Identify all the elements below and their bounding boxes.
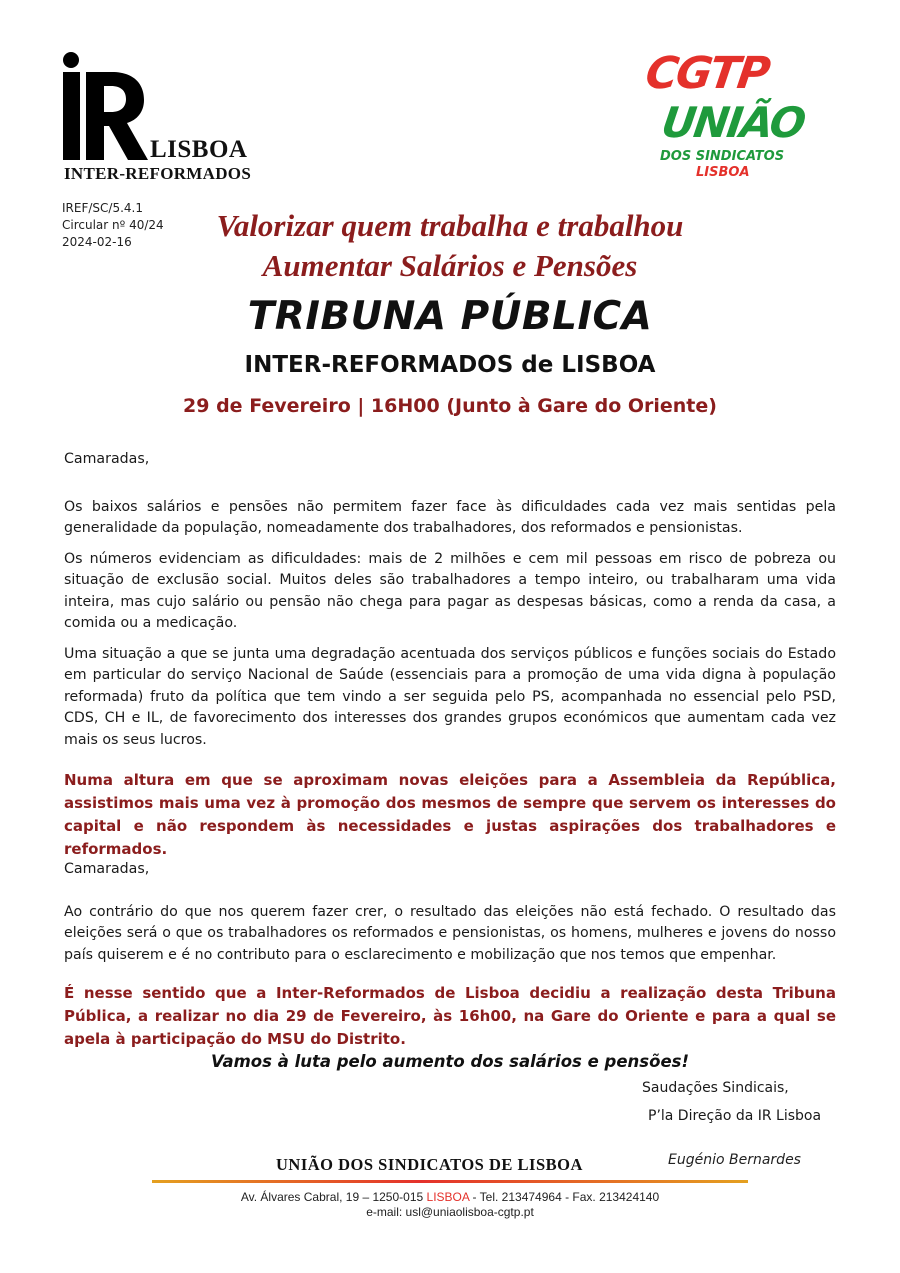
footer-email: e-mail: usl@uniaolisboa-cgtp.pt [366,1205,534,1219]
highlight-paragraph-2: É nesse sentido que a Inter-Reformados de Lisboa decidiu a realização desta Tribuna Pública, a realizar no dia 29 de Fevereiro, às 16h00, na Gare do Oriente e para a qual se apela à participação do MSU do Distrito. [64,984,836,1048]
ir-lisboa-logo [60,52,260,187]
paragraph-3: Uma situação a que se junta uma degradação acentuada dos serviços públicos e funções sociais do Estado em particular do serviço Nacional de Saúde (essenciais para a promoção de uma vida digna à população reformada) fruto da política que tem vindo a ser seguida pelo PS, acompanhada no essencial pelo PSD, CDS, CH e IL, de favorecimento dos interesses dos grandes grupos económicos que aumentam cada vez mais os seus lucros. [64,646,836,748]
cgtp-logo-city: LISBOA [696,165,750,180]
reference-circular: Circular nº 40/24 [62,218,164,232]
subheadline: INTER-REFORMADOS de LISBOA [244,352,656,378]
ir-logo-mark [60,52,150,160]
address-city: LISBOA [426,1190,470,1204]
footer-address-line [0,1190,900,1205]
cgtp-logo-line: DOS SINDICATOS [660,149,785,164]
paragraph-4: Ao contrário do que nos querem fazer crer, o resultado das eleições não está fechado. O resultado das eleições será o que os trabalhadores os reformados e pensionistas, os homens, mulheres e jovens do nosso país quiserem e é no contributo para o esclarecimento e mobilização que nos temos que empenhar. [64,904,836,963]
greeting-1: Camaradas, [64,451,150,467]
paragraph-1: Os baixos salários e pensões não permitem fazer face às dificuldades cada vez mais sentidas pela generalidade da população, nomeadamente dos trabalhadores, dos reformados e pensionistas. [64,499,836,537]
cgtp-logo [640,48,808,188]
ir-logo-city: LISBOA [150,136,248,163]
footer-org-name: UNIÃO DOS SINDICATOS DE LISBOA [276,1155,583,1174]
footer-divider [152,1180,748,1183]
paragraph-2: Os números evidenciam as dificuldades: mais de 2 milhões e cem mil pessoas em risco de pobreza ou situação de exclusão social. Muitos deles são trabalhadores a tempo inteiro, ou trabalharam uma vida inteira, mas cujo salário ou pensão não chega para pagar as despesas básicas, como a renda da casa, a comida ou a medicação. [64,551,836,632]
signature: Eugénio Bernardes [668,1152,801,1168]
closing-signed-for: P’la Direção da IR Lisboa [648,1108,822,1124]
page-title: TRIBUNA PÚBLICA [247,294,653,339]
reference-code: IREF/SC/5.4.1 [62,201,143,215]
slogan-line-1: Valorizar quem trabalha e trabalhou [216,208,684,243]
address-phone-fax: - Tel. 213474964 - Fax. 213424140 [469,1190,660,1204]
address-street: Av. Álvares Cabral, 19 – 1250-015 [240,1190,427,1204]
greeting-2: Camaradas, [64,861,150,877]
event-details: 29 de Fevereiro | 16H00 (Junto à Gare do Oriente) [183,395,717,417]
highlight-paragraph-1: Numa altura em que se aproximam novas eleições para a Assembleia da República, assistimos mais uma vez à promoção dos mesmos de sempre que servem os interesses do capital e não respondem às necessidades e justas aspirações dos trabalhadores e reformados. [64,771,836,858]
slogan-line-2: Aumentar Salários e Pensões [262,248,638,283]
reference-date: 2024-02-16 [62,235,132,249]
ir-logo-org: INTER-REFORMADOS [64,164,252,183]
footer-address [0,1190,900,1220]
cgtp-logo-top: CGTP [642,48,772,99]
cgtp-logo-middle: UNIÃO [658,98,808,147]
closing-salutation: Saudações Sindicais, [642,1080,789,1096]
callout: Vamos à luta pelo aumento dos salários e pensões! [210,1052,689,1071]
